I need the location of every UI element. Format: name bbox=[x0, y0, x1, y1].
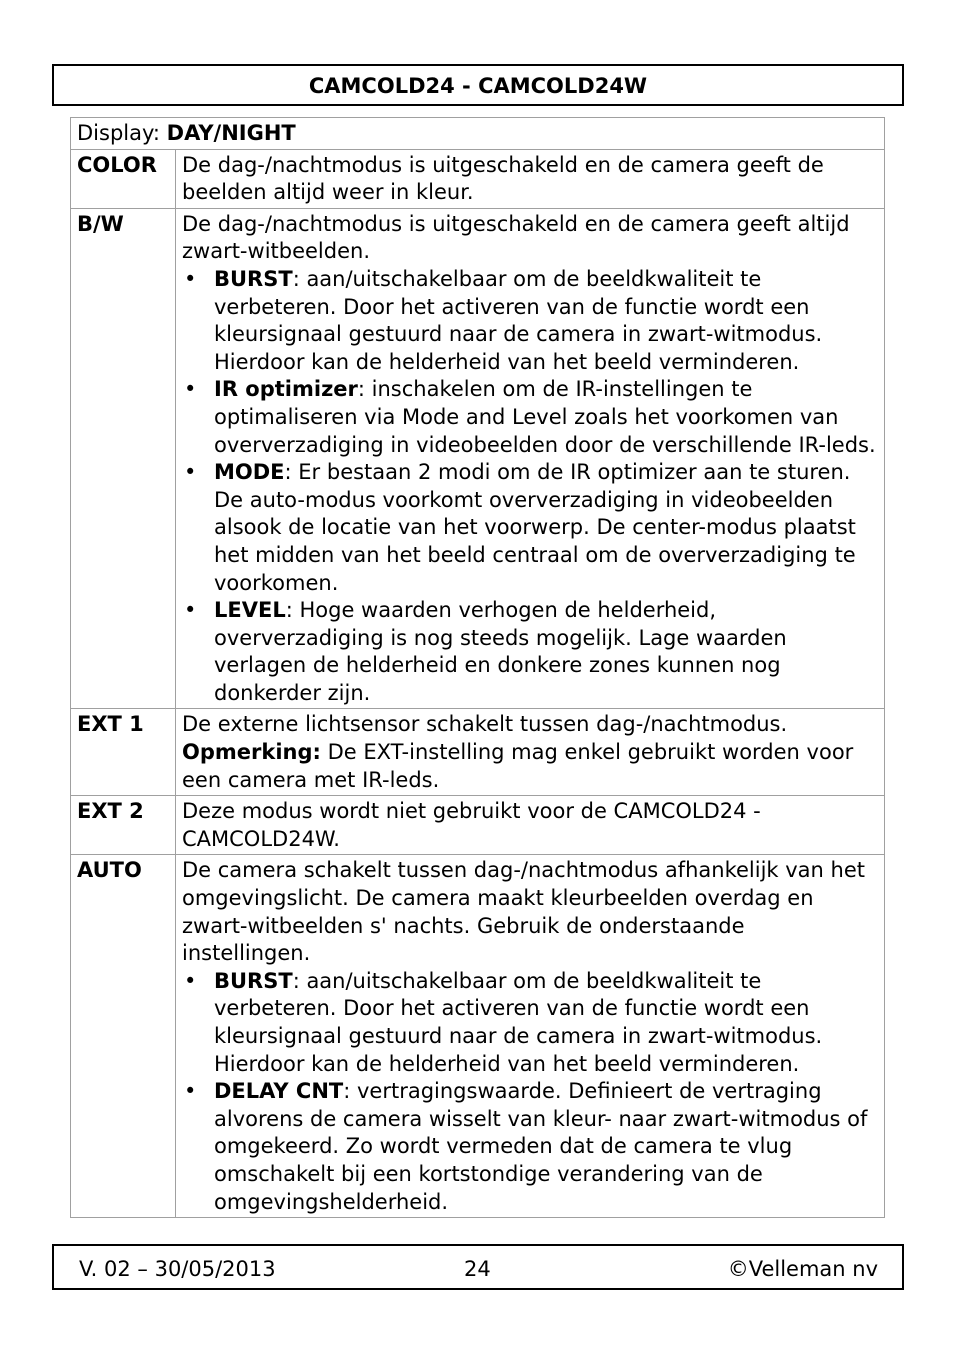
row-text-ext1: De externe lichtsensor schakelt tussen dag-/nachtmodus. bbox=[182, 712, 788, 737]
note-text: De EXT-instelling mag enkel gebruikt worden voor een camera met IR-leds. bbox=[182, 740, 854, 792]
display-value: DAY/NIGHT bbox=[166, 121, 296, 145]
row-text-color: De dag-/nachtmodus is uitgeschakeld en de camera geeft de beelden altijd weer in kleur. bbox=[182, 152, 824, 205]
table-row-bw bbox=[71, 208, 885, 709]
row-key-bw: B/W bbox=[71, 208, 176, 709]
table-header-cell bbox=[71, 118, 885, 150]
bullet-icon: • bbox=[184, 598, 197, 623]
list-item bbox=[182, 266, 878, 376]
bullet-icon: • bbox=[184, 266, 197, 291]
list-item bbox=[182, 597, 878, 707]
row-key-ext1: EXT 1 bbox=[71, 709, 176, 796]
bullet-text: : Hoge waarden verhogen de helderheid, oververzadiging is nog steeds mogelijk. Lage waarden verlagen de helderheid en donkere zones kunnen nog donkerder zijn. bbox=[214, 598, 787, 705]
bullet-icon: • bbox=[184, 1079, 197, 1104]
bullet-text: : aan/uitschakelbaar om de beeldkwaliteit te verbeteren. Door het activeren van de functie wordt een kleursignaal gestuurd naar de camera in zwart-witmodus. Hierdoor kan de helderheid van het beeld verminderen. bbox=[214, 266, 823, 374]
table-row-auto bbox=[71, 855, 885, 1218]
bullet-term: IR optimizer bbox=[214, 377, 358, 402]
list-item bbox=[182, 459, 878, 597]
bullet-term: BURST bbox=[214, 266, 293, 291]
row-key-color: COLOR bbox=[71, 149, 176, 208]
bullet-term: DELAY CNT bbox=[214, 1079, 344, 1104]
settings-table bbox=[70, 117, 885, 1218]
bullet-text: : aan/uitschakelbaar om de beeldkwaliteit te verbeteren. Door het activeren van de functie wordt een kleursignaal gestuurd naar de camera in zwart-witmodus. Hierdoor kan de helderheid van het beeld verminderen. bbox=[214, 968, 823, 1076]
bullet-icon: • bbox=[184, 460, 197, 485]
bullet-icon: • bbox=[184, 377, 197, 402]
list-item bbox=[182, 376, 878, 459]
footer-page-number: 24 bbox=[464, 1257, 491, 1281]
row-desc-auto bbox=[176, 855, 885, 1218]
footer-copyright: ©Velleman nv bbox=[727, 1257, 878, 1281]
auto-bullet-list bbox=[182, 968, 878, 1216]
bullet-text: : inschakelen om de IR-instellingen te optimaliseren via Mode and Level zoals het voorkomen van oververzadiging in videobeelden door de verschillende IR-leds. bbox=[214, 377, 876, 457]
list-item bbox=[182, 1078, 878, 1216]
footer-version: V. 02 – 30/05/2013 bbox=[79, 1257, 276, 1281]
table-row-ext1 bbox=[71, 709, 885, 796]
page-header bbox=[52, 64, 904, 106]
row-text-bw: De dag-/nachtmodus is uitgeschakeld en de camera geeft altijd zwart-witbeelden. bbox=[182, 211, 850, 264]
row-desc-color bbox=[176, 149, 885, 208]
list-item bbox=[182, 968, 878, 1078]
bullet-text: : Er bestaan 2 modi om de IR optimizer aan te sturen. De auto-modus voorkomt oververzadiging in videobeelden alsook de locatie van het voorwerp. De center-modus plaatst het midden van het beeld centraal om de oververzadiging te voorkomen. bbox=[214, 460, 856, 595]
row-key-ext2: EXT 2 bbox=[71, 796, 176, 855]
row-key-auto: AUTO bbox=[71, 855, 176, 1218]
display-label: Display: bbox=[77, 121, 167, 145]
row-desc-ext2 bbox=[176, 796, 885, 855]
row-desc-ext1 bbox=[176, 709, 885, 796]
note-label: Opmerking: bbox=[182, 740, 321, 765]
bullet-term: LEVEL bbox=[214, 598, 286, 623]
bullet-icon: • bbox=[184, 968, 197, 993]
row-text-ext2: Deze modus wordt niet gebruikt voor de CAMCOLD24 - CAMCOLD24W. bbox=[182, 799, 761, 851]
table-row-ext2 bbox=[71, 796, 885, 855]
row-text-auto: De camera schakelt tussen dag-/nachtmodus afhankelijk van het omgevingslicht. De camera maakt kleurbeelden overdag en zwart-witbeelden s' nachts. Gebruik de onderstaande instellingen. bbox=[182, 858, 865, 966]
row-desc-bw bbox=[176, 208, 885, 709]
bullet-term: BURST bbox=[214, 968, 293, 993]
table-row-color bbox=[71, 149, 885, 208]
note-ext1 bbox=[182, 739, 878, 794]
bullet-text: : vertragingswaarde. Definieert de vertraging alvorens de camera wisselt van kleur- naar zwart-witmodus of omgekeerd. Zo wordt vermeden dat de camera te vlug omschakelt bij een kortstondige verandering van de omgevingshelderheid. bbox=[214, 1079, 868, 1214]
bullet-term: MODE bbox=[214, 460, 285, 485]
header-title: CAMCOLD24 - CAMCOLD24W bbox=[308, 74, 648, 98]
page-footer bbox=[52, 1244, 904, 1290]
bw-bullet-list bbox=[182, 266, 878, 708]
table-header-row bbox=[71, 118, 885, 150]
